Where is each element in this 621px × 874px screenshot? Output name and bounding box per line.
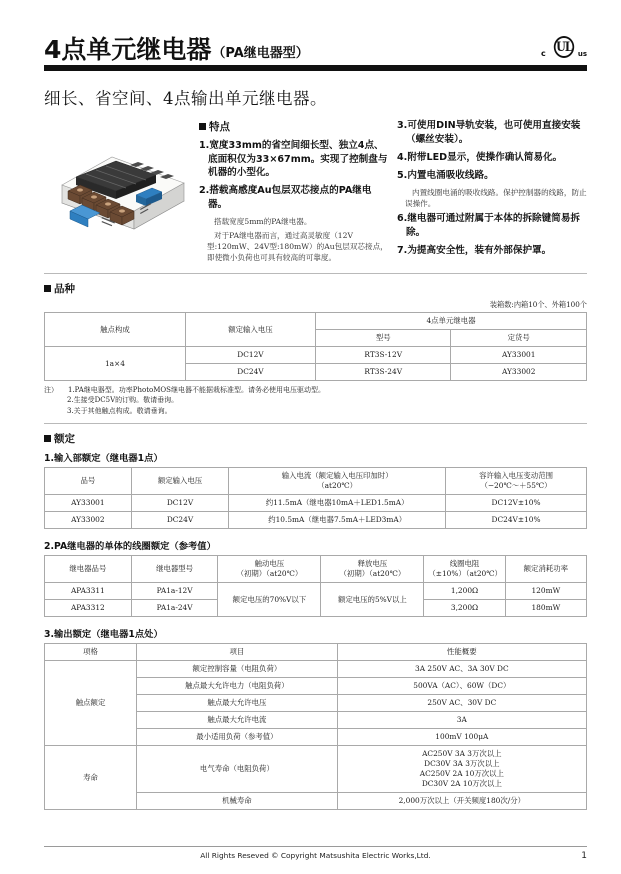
feature-item: 3.可使用DIN导轨安装，也可使用直接安装（螺丝安装）。 [397, 120, 581, 145]
table-row [45, 347, 587, 364]
col-input-current [229, 468, 446, 495]
feature-item: 5.内置电涌吸收线路。 [397, 169, 494, 181]
table-row [45, 661, 587, 678]
table-row [45, 583, 587, 600]
features-section [44, 119, 587, 266]
spec-line: AC250V 3A 3万次以上 [422, 749, 502, 759]
table-header-row [45, 556, 587, 583]
note-line: 3.关于其他触点构成。敬请垂询。 [67, 406, 172, 415]
col-pickup-voltage [218, 556, 321, 583]
cell-model: RT3S-24V [315, 364, 451, 381]
cell-group-contact-ratings: 触点额定 [45, 661, 137, 746]
col-dropout-voltage-line1: 释放电压 [357, 559, 388, 569]
footer-divider [44, 846, 587, 847]
copyright-text: All Rights Reseved © Copyright Matsushita Electric Works,Ltd. [200, 851, 431, 860]
cell-spec: 3A 250V AC、3A 30V DC [337, 661, 586, 678]
cell-voltage: DC12V [185, 347, 315, 364]
spec-line: DC30V 3A 3万次以上 [424, 759, 500, 769]
variety-table [44, 312, 587, 381]
col-voltage-range-line2: （−20℃～＋55℃） [480, 481, 552, 491]
variety-heading-label: 品种 [54, 283, 75, 296]
relay-unit-illustration [44, 125, 194, 237]
features-heading [199, 119, 389, 134]
note-line: 2.生接受DC5V的订购。敬请垂询。 [67, 396, 179, 405]
table-header-row [45, 313, 587, 330]
cell-spec-multiline [337, 746, 586, 793]
col-pickup-voltage-line1: 触动电压 [254, 559, 285, 569]
page-number: 1 [581, 850, 587, 861]
cell-item: 机械寿命 [137, 793, 338, 810]
ul-us-label: us [577, 50, 587, 58]
cell-relay-part: APA3312 [45, 600, 132, 617]
cell-coil-resistance: 3,200Ω [424, 600, 505, 617]
col-coil-resistance-line1: 线圈电阻 [449, 559, 480, 569]
ratings-section-heading [44, 431, 587, 446]
col-dropout-voltage [321, 556, 424, 583]
feature-item: 6.继电器可通过附属于本体的拆除键简易拆除。 [397, 212, 581, 238]
cell-spec: 3A [337, 712, 586, 729]
output-ratings-table [44, 643, 587, 810]
section-divider [44, 423, 587, 424]
feature-note: 搭载宽度5mm的PA继电器。 [214, 217, 312, 227]
cell-rated-power: 120mW [505, 583, 586, 600]
cell-item: 最小适用负荷（参考值） [137, 729, 338, 746]
cell-relay-model: PA1a-24V [131, 600, 218, 617]
col-relay-part-number: 继电器品号 [45, 556, 132, 583]
cell-order: AY33002 [451, 364, 587, 381]
cell-item: 触点最大允许电压 [137, 695, 338, 712]
page-footer [44, 846, 587, 860]
page-header [44, 22, 587, 62]
coil-ratings-table [44, 555, 587, 617]
notes-label: 注） [44, 385, 58, 394]
table-row [45, 512, 587, 529]
cell-order: AY33001 [451, 347, 587, 364]
col-voltage-range [446, 468, 587, 495]
col-group-4point-relay: 4点单元继电器 [315, 313, 586, 330]
note-line: 1.PA继电器型。功率PhotoMOS继电器不能据栽标准型。请务必使用电压驱动型。 [68, 385, 325, 394]
col-order-number: 定货号 [451, 330, 587, 347]
cell-relay-model: PA1a-12V [131, 583, 218, 600]
footer-content [44, 851, 587, 860]
features-column-right [397, 119, 602, 266]
ul-certification-logo [541, 32, 587, 62]
cell-rated-power: 180mW [505, 600, 586, 617]
col-coil-resistance-line2: （±10%）（at20℃） [428, 569, 502, 579]
bullet-square-icon [44, 285, 51, 292]
cell-voltage: DC24V [185, 364, 315, 381]
col-input-current-line1: 输入电流（额定输入电压印加时） [281, 471, 393, 481]
cell-relay-part: APA3311 [45, 583, 132, 600]
lead-headline: 细长、省空间、4点输出单元继电器。 [44, 89, 327, 108]
bullet-square-icon [44, 435, 51, 442]
cell-item: 电气寿命（电阻负荷） [137, 746, 338, 793]
col-item: 项目 [137, 644, 338, 661]
col-coil-resistance [424, 556, 505, 583]
table-row [45, 746, 587, 793]
input-ratings-table [44, 467, 587, 529]
features-column-left [199, 119, 397, 266]
cell-group-life: 寿命 [45, 746, 137, 810]
page-title: 4点单元继电器 [44, 35, 212, 64]
col-model: 型号 [315, 330, 451, 347]
input-ratings-title: 1.输入部额定（继电器1点） [44, 453, 163, 465]
title-group [44, 37, 309, 62]
ratings-heading-label: 额定 [54, 433, 75, 446]
feature-note: 内置线圈电涌的吸收线路。保护控制器的线路，防止误操作。 [405, 187, 587, 208]
table-header-row [45, 468, 587, 495]
cell-spec: 100mV 100μA [337, 729, 586, 746]
cell-range: DC12V±10% [446, 495, 587, 512]
cell-item: 触点最大允许电力（电阻负荷） [137, 678, 338, 695]
variety-section-heading [44, 281, 587, 296]
bullet-square-icon [199, 123, 206, 130]
col-rated-input-voltage: 额定输入电压 [185, 313, 315, 347]
features-heading-label: 特点 [209, 121, 230, 133]
page-subtitle: （PA继电器型） [212, 46, 309, 61]
feature-item: 4.附带LED显示，使操作确认简易化。 [397, 151, 563, 163]
col-part-number: 品号 [45, 468, 132, 495]
cell-spec: 500VA（AC）、60W（DC） [337, 678, 586, 695]
col-rated-input-voltage: 额定输入电压 [131, 468, 229, 495]
col-input-current-line2: （at20℃） [317, 481, 358, 491]
col-dropout-voltage-line2: （初期）（at20℃） [339, 569, 406, 579]
cell-range: DC24V±10% [446, 512, 587, 529]
cell-part-number: AY33002 [45, 512, 132, 529]
cell-dropout-voltage: 额定电压的5%V以上 [321, 583, 424, 617]
col-category: 项格 [45, 644, 137, 661]
variety-notes [44, 385, 587, 417]
ul-c-label: c [541, 49, 546, 58]
cell-part-number: AY33001 [45, 495, 132, 512]
cell-pickup-voltage: 额定电压的70%V以下 [218, 583, 321, 617]
cell-voltage: DC12V [131, 495, 229, 512]
cell-spec: 250V AC、30V DC [337, 695, 586, 712]
col-pickup-voltage-line2: （初期）（at20℃） [236, 569, 303, 579]
title-divider [44, 65, 587, 71]
cell-voltage: DC24V [131, 512, 229, 529]
col-relay-model: 继电器型号 [131, 556, 218, 583]
cell-current: 约10.5mA（继电器7.5mA＋LED3mA） [229, 512, 446, 529]
product-photo [44, 125, 194, 237]
cell-contact-value: 1a×4 [45, 347, 186, 381]
feature-item: 1.宽度33mm的省空间细长型、独立4点、底面积仅为33×67mm。实现了控制盘与机器的小型化。 [199, 140, 388, 179]
table-row [45, 495, 587, 512]
col-rated-power: 额定消耗功率 [505, 556, 586, 583]
section-divider [44, 273, 587, 274]
cell-model: RT3S-12V [315, 347, 451, 364]
ul-mark-icon: UL [554, 36, 574, 58]
cell-item: 额定控制容量（电阻负荷） [137, 661, 338, 678]
feature-note: 对于PA继电器而言，通过高灵敏度（12V型:120mW、24V型:180mW）的Au包层双芯接点，即使微小负荷也可具有较高的可靠度。 [207, 231, 388, 263]
col-contact-construction: 触点构成 [45, 313, 186, 347]
spec-line: AC250V 2A 10万次以上 [419, 769, 504, 779]
product-photo-column [44, 119, 199, 266]
table-header-row [45, 644, 587, 661]
col-voltage-range-line1: 容许输入电压变动范围 [479, 471, 553, 481]
output-ratings-title: 3.输出额定（继电器1点处） [44, 629, 163, 641]
cell-coil-resistance: 1,200Ω [424, 583, 505, 600]
cell-spec: 2,000万次以上（开关频度180次/分） [337, 793, 586, 810]
col-performance: 性能概要 [337, 644, 586, 661]
coil-ratings-title: 2.PA继电器的单体的线圈额定（参考值） [44, 541, 216, 553]
spec-line: DC30V 2A 10万次以上 [421, 779, 502, 789]
cell-item: 触点最大允许电流 [137, 712, 338, 729]
cell-current: 约11.5mA（继电器10mA＋LED1.5mA） [229, 495, 446, 512]
packing-note: 装箱数:内箱10个、外箱100个 [489, 300, 587, 310]
feature-item: 7.为提高安全性，装有外部保护罩。 [397, 244, 552, 256]
feature-item: 2.搭载高感度Au包层双芯接点的PA继电器。 [199, 185, 372, 210]
